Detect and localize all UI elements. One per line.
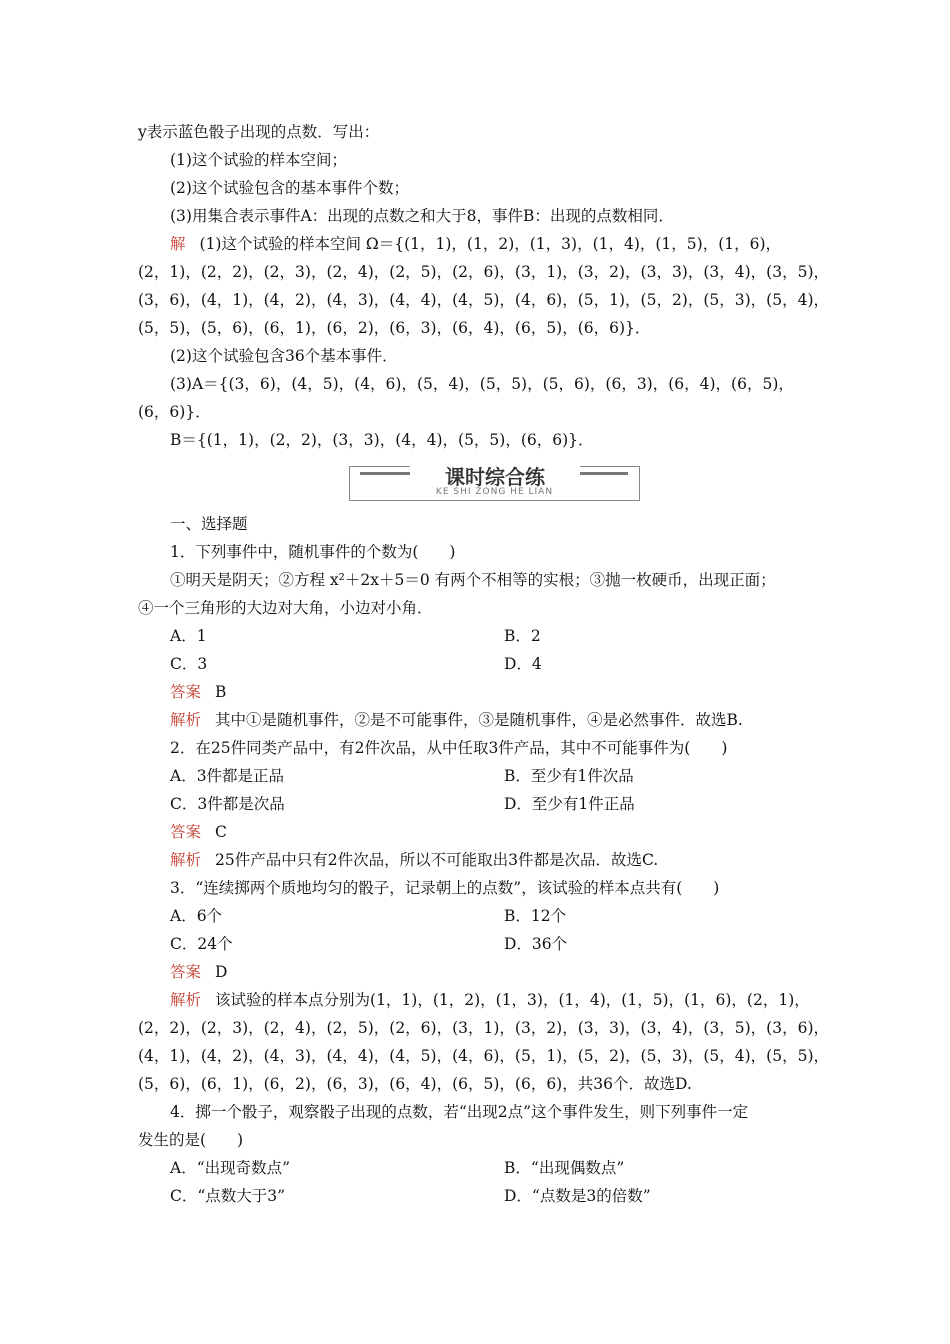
solution-line-5: (2)这个试验包含36个基本事件． <box>170 347 398 365</box>
q4-stem-cont: 发生的是( ) <box>138 1131 244 1149</box>
q4-option-b: B．“出现偶数点” <box>504 1159 625 1177</box>
q1-analysis <box>170 710 743 730</box>
answer-label: 答案 <box>170 823 202 841</box>
intro-line: y表示蓝色骰子出现的点数．写出： <box>138 123 380 141</box>
banner-title: 课时综合练 <box>410 461 580 490</box>
q2-option-a: A．3件都是正品 <box>170 767 285 785</box>
q3-option-d: D．36个 <box>504 935 568 953</box>
q2-option-d: D．至少有1件正品 <box>504 795 635 813</box>
analysis-label: 解析 <box>170 991 202 1009</box>
q2-stem: 2．在25件同类产品中，有2件次品，从中任取3件产品，其中不可能事件为( ) <box>170 739 728 757</box>
solution-line-4: (5，5)，(5，6)，(6，1)，(6，2)，(6，3)，(6，4)，(6，5)，(6，6)}． <box>138 319 651 337</box>
answer-label: 答案 <box>170 683 202 701</box>
q4-stem: 4．掷一个骰子，观察骰子出现的点数，若“出现2点”这个事件发生，则下列事件一定 <box>170 1103 749 1121</box>
analysis-label: 解析 <box>170 851 202 869</box>
q1-stem: 1．下列事件中，随机事件的个数为( ) <box>170 543 456 561</box>
analysis-text: 25件产品中只有2件次品，所以不可能取出3件都是次品．故选C. <box>215 851 659 869</box>
q3-analysis-line-4: (5，6)，(6，1)，(6，2)，(6，3)，(6，4)，(6，5)，(6，6)，共36个．故选D. <box>138 1075 692 1093</box>
answer-label: 答案 <box>170 963 202 981</box>
solution-line-2: (2，1)，(2，2)，(2，3)，(2，4)，(2，5)，(2，6)，(3，1)，(3，2)，(3，3)，(3，4)，(3，5)， <box>138 263 829 281</box>
analysis-label: 解析 <box>170 711 202 729</box>
q1-statement-1: ①明天是阴天；②方程 x²＋2x＋5＝0 有两个不相等的实根；③抛一枚硬币，出现正面； <box>170 571 776 589</box>
answer-value: D <box>215 963 228 981</box>
solution-line-1 <box>170 234 781 254</box>
banner-subtitle: KE SHI ZONG HE LIAN <box>435 487 554 497</box>
q1-option-c: C．3 <box>170 655 208 673</box>
q1-option-d: D．4 <box>504 655 542 673</box>
q3-option-c: C．24个 <box>170 935 233 953</box>
q2-analysis <box>170 850 658 870</box>
answer-value: B <box>215 683 227 701</box>
solution-line-7: (6，6)}． <box>138 403 211 421</box>
q3-analysis <box>170 990 810 1010</box>
q4-option-a: A．“出现奇数点” <box>170 1159 291 1177</box>
q1-option-a: A．1 <box>170 627 207 645</box>
q2-option-b: B．至少有1件次品 <box>504 767 634 785</box>
q1-option-b: B．2 <box>504 627 541 645</box>
analysis-text: 该试验的样本点分别为(1，1)，(1，2)，(1，3)，(1，4)，(1，5)，(1，6)，(2，1)， <box>215 991 810 1009</box>
q1-statement-2: ④一个三角形的大边对大角，小边对小角． <box>138 599 433 617</box>
banner-rule-right <box>580 472 628 475</box>
section-heading: 一、选择题 <box>170 515 248 533</box>
q3-option-a: A．6个 <box>170 907 223 925</box>
q4-option-d: D．“点数是3的倍数” <box>504 1187 651 1205</box>
solution-line-8: B＝{(1，1)，(2，2)，(3，3)，(4，4)，(5，5)，(6，6)}． <box>170 431 594 449</box>
intro-q3: (3)用集合表示事件A：出现的点数之和大于8，事件B：出现的点数相同． <box>170 207 674 225</box>
q3-answer <box>170 962 227 982</box>
analysis-text: 其中①是随机事件，②是不可能事件，③是随机事件，④是必然事件．故选B. <box>215 711 743 729</box>
q3-stem: 3．“连续掷两个质地均匀的骰子，记录朝上的点数”，该试验的样本点共有( ) <box>170 879 720 897</box>
solution-line-6: (3)A＝{(3，6)，(4，5)，(4，6)，(5，4)，(5，5)，(5，6)，(6，3)，(6，4)，(6，5)， <box>170 375 794 393</box>
intro-q2: (2)这个试验包含的基本事件个数； <box>170 179 409 197</box>
q3-option-b: B．12个 <box>504 907 567 925</box>
intro-q1: (1)这个试验的样本空间； <box>170 151 347 169</box>
q1-answer <box>170 682 226 702</box>
solution-text: (1)这个试验的样本空间 Ω＝{(1，1)，(1，2)，(1，3)，(1，4)，(1，5)，(1，6)， <box>199 235 782 253</box>
q4-option-c: C．“点数大于3” <box>170 1187 286 1205</box>
section-banner <box>349 466 640 501</box>
q3-analysis-line-2: (2，2)，(2，3)，(2，4)，(2，5)，(2，6)，(3，1)，(3，2)，(3，3)，(3，4)，(3，5)，(3，6)， <box>138 1019 829 1037</box>
banner-rule-left <box>360 472 410 475</box>
answer-value: C <box>215 823 227 841</box>
q2-option-c: C．3件都是次品 <box>170 795 285 813</box>
q3-analysis-line-3: (4，1)，(4，2)，(4，3)，(4，4)，(4，5)，(4，6)，(5，1)，(5，2)，(5，3)，(5，4)，(5，5)， <box>138 1047 829 1065</box>
q2-answer <box>170 822 227 842</box>
solution-line-3: (3，6)，(4，1)，(4，2)，(4，3)，(4，4)，(4，5)，(4，6)，(5，1)，(5，2)，(5，3)，(5，4)， <box>138 291 829 309</box>
solution-label: 解 <box>170 235 186 253</box>
